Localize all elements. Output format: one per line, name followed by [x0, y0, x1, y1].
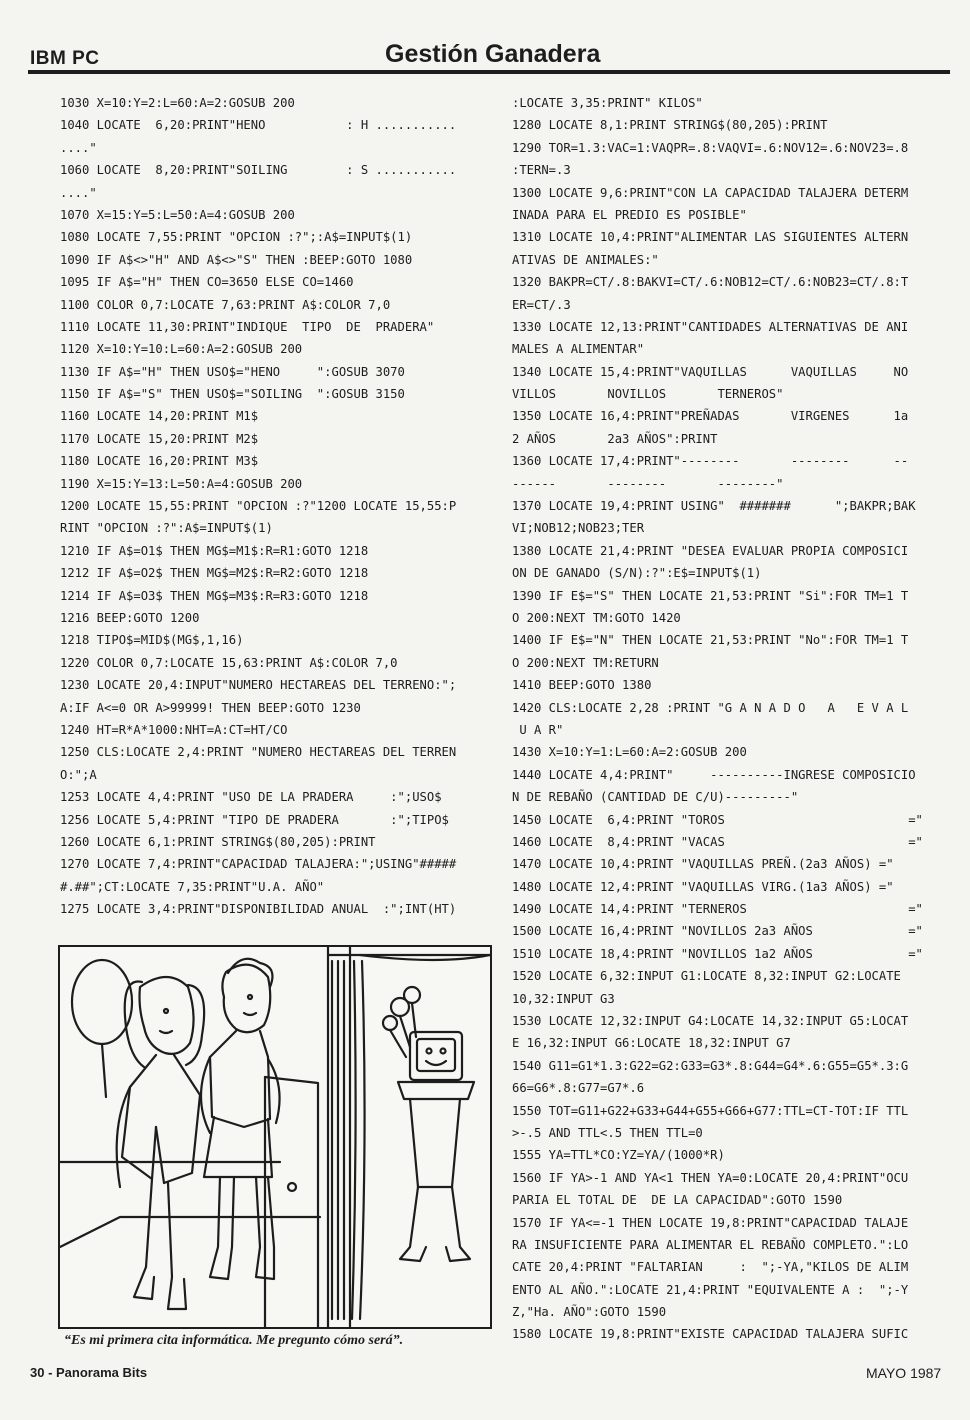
- code-line: 1190 X=15:Y=13:L=50:A=4:GOSUB 200: [60, 476, 303, 491]
- code-line: 1230 LOCATE 20,4:INPUT"NUMERO HECTAREAS DEL TERRENO:";: [60, 678, 457, 693]
- cartoon-drawing: [60, 947, 490, 1327]
- code-line: 1095 IF A$="H" THEN CO=3650 ELSE CO=1460: [60, 275, 354, 290]
- code-line: O 200:NEXT TM:RETURN: [512, 655, 659, 670]
- code-line: :LOCATE 3,35:PRINT" KILOS": [512, 96, 703, 110]
- code-line: E 16,32:INPUT G6:LOCATE 18,32:INPUT G7: [512, 1036, 791, 1051]
- code-line: 1500 LOCATE 16,4:PRINT "NOVILLOS 2a3 AÑOS =": [512, 924, 923, 939]
- code-line: 1540 G11=G1*1.3:G22=G2:G33=G3*.8:G44=G4*.6:G55=G5*.3:G: [512, 1058, 909, 1073]
- code-line: 1400 IF E$="N" THEN LOCATE 21,53:PRINT "No":FOR TM=1 T: [512, 633, 909, 648]
- code-line: 1310 LOCATE 10,4:PRINT"ALIMENTAR LAS SIGUIENTES ALTERN: [512, 230, 909, 245]
- code-line: U A R": [512, 722, 564, 737]
- code-line: 1420 CLS:LOCATE 2,28 :PRINT "G A N A D O A E V A L: [512, 700, 909, 715]
- code-line: 1100 COLOR 0,7:LOCATE 7,63:PRINT A$:COLOR 7,0: [60, 297, 391, 312]
- code-line: A:IF A<=0 OR A>99999! THEN BEEP:GOTO 1230: [60, 700, 361, 715]
- footer-date: MAYO 1987: [866, 1365, 942, 1381]
- footer-page-label: 30 - Panorama Bits: [30, 1365, 148, 1380]
- code-line: 1170 LOCATE 15,20:PRINT M2$: [60, 431, 259, 446]
- code-line: 1520 LOCATE 6,32:INPUT G1:LOCATE 8,32:INPUT G2:LOCATE: [512, 969, 901, 984]
- code-line: 1430 X=10:Y=1:L=60:A=2:GOSUB 200: [512, 745, 747, 760]
- code-line: 1580 LOCATE 19,8:PRINT"EXISTE CAPACIDAD TALAJERA SUFIC: [512, 1327, 909, 1342]
- code-line: 1240 HT=R*A*1000:NHT=A:CT=HT/CO: [60, 722, 288, 737]
- cartoon-illustration: [58, 945, 492, 1329]
- code-line: 1060 LOCATE 8,20:PRINT"SOILING : S ...........: [60, 163, 457, 178]
- code-line: 1218 TIPO$=MID$(MG$,1,16): [60, 633, 244, 648]
- code-line: 1256 LOCATE 5,4:PRINT "TIPO DE PRADERA :";TIPO$: [60, 812, 449, 827]
- code-line: 1220 COLOR 0,7:LOCATE 15,63:PRINT A$:COLOR 7,0: [60, 655, 398, 670]
- code-line: 1460 LOCATE 8,4:PRINT "VACAS =": [512, 834, 923, 849]
- header-rule: [28, 70, 950, 74]
- code-line: ------ -------- --------": [512, 476, 784, 491]
- code-line: 1090 IF A$<>"H" AND A$<>"S" THEN :BEEP:GOTO 1080: [60, 252, 413, 267]
- code-line: ATIVAS DE ANIMALES:": [512, 252, 659, 267]
- code-line: VI;NOB12;NOB23;TER: [512, 521, 645, 536]
- code-line: 1380 LOCATE 21,4:PRINT "DESEA EVALUAR PROPIA COMPOSICI: [512, 543, 909, 558]
- code-line: 1212 IF A$=O2$ THEN MG$=M2$:R=R2:GOTO 1218: [60, 566, 369, 581]
- code-line: Z,"Ha. AÑO":GOTO 1590: [512, 1305, 667, 1320]
- code-line: 1340 LOCATE 15,4:PRINT"VAQUILLAS VAQUILLAS NO: [512, 364, 909, 379]
- code-line: 1320 BAKPR=CT/.8:BAKVI=CT/.6:NOB12=CT/.6:NOB23=CT/.8:T: [512, 275, 909, 290]
- code-line: 1370 LOCATE 19,4:PRINT USING" ####### ";BAKPR;BAK: [512, 499, 916, 514]
- code-line: 66=G6*.8:G77=G7*.6: [512, 1081, 645, 1096]
- code-line: 1450 LOCATE 6,4:PRINT "TOROS =": [512, 812, 923, 827]
- code-line: #.##";CT:LOCATE 7,35:PRINT"U.A. AÑO": [60, 879, 325, 894]
- code-line: 1410 BEEP:GOTO 1380: [512, 678, 652, 693]
- code-line: 1480 LOCATE 12,4:PRINT "VAQUILLAS VIRG.(1a3 AÑOS) =": [512, 879, 894, 894]
- code-line: :TERN=.3: [512, 163, 571, 178]
- code-line: 2 AÑOS 2a3 AÑOS":PRINT: [512, 431, 718, 446]
- code-line: 10,32:INPUT G3: [512, 991, 615, 1006]
- code-line: N DE REBAÑO (CANTIDAD DE C/U)---------": [512, 790, 799, 805]
- code-line: 1275 LOCATE 3,4:PRINT"DISPONIBILIDAD ANUAL :";INT(HT): [60, 902, 457, 917]
- code-line: 1555 YA=TTL*CO:YZ=YA/(1000*R): [512, 1148, 725, 1163]
- code-line: 1030 X=10:Y=2:L=60:A=2:GOSUB 200: [60, 96, 295, 110]
- code-line: 1180 LOCATE 16,20:PRINT M3$: [60, 454, 259, 469]
- code-line: 1290 TOR=1.3:VAC=1:VAQPR=.8:VAQVI=.6:NOV12=.6:NOV23=.8: [512, 140, 909, 155]
- code-line: ....": [60, 140, 97, 155]
- code-line: 1280 LOCATE 8,1:PRINT STRING$(80,205):PRINT: [512, 118, 828, 133]
- code-line: INADA PARA EL PREDIO ES POSIBLE": [512, 207, 747, 222]
- code-line: VILLOS NOVILLOS TERNEROS": [512, 387, 784, 402]
- code-line: 1253 LOCATE 4,4:PRINT "USO DE LA PRADERA :";USO$: [60, 790, 442, 805]
- code-line: 1390 IF E$="S" THEN LOCATE 21,53:PRINT "Si":FOR TM=1 T: [512, 588, 909, 603]
- code-line: 1560 IF YA>-1 AND YA<1 THEN YA=0:LOCATE 20,4:PRINT"OCU: [512, 1170, 909, 1185]
- code-line: ....": [60, 185, 97, 200]
- code-line: ON DE GANADO (S/N):?":E$=INPUT$(1): [512, 566, 762, 581]
- code-line: 1250 CLS:LOCATE 2,4:PRINT "NUMERO HECTAREAS DEL TERREN: [60, 745, 457, 760]
- code-line: ENTO AL AÑO.":LOCATE 21,4:PRINT "EQUIVALENTE A : ";-Y: [512, 1282, 909, 1297]
- code-line: O:";A: [60, 767, 97, 782]
- code-line: 1550 TOT=G11+G22+G33+G44+G55+G66+G77:TTL=CT-TOT:IF TTL: [512, 1103, 909, 1118]
- code-line: PARIA EL TOTAL DE DE LA CAPACIDAD":GOTO 1590: [512, 1193, 843, 1208]
- code-line: 1440 LOCATE 4,4:PRINT" ----------INGRESE COMPOSICIO: [512, 767, 916, 782]
- code-line: 1120 X=10:Y=10:L=60:A=2:GOSUB 200: [60, 342, 303, 357]
- code-line: CATE 20,4:PRINT "FALTARIAN : ";-YA,"KILOS DE ALIM: [512, 1260, 909, 1275]
- code-line: 1070 X=15:Y=5:L=50:A=4:GOSUB 200: [60, 207, 295, 222]
- code-line: MALES A ALIMENTAR": [512, 342, 645, 357]
- code-line: >-.5 AND TTL<.5 THEN TTL=0: [512, 1125, 703, 1140]
- code-line: 1300 LOCATE 9,6:PRINT"CON LA CAPACIDAD TALAJERA DETERM: [512, 185, 909, 200]
- header-brand: IBM PC: [30, 48, 100, 69]
- code-line: 1040 LOCATE 6,20:PRINT"HENO : H ...........: [60, 118, 457, 133]
- code-line: 1570 IF YA<=-1 THEN LOCATE 19,8:PRINT"CAPACIDAD TALAJE: [512, 1215, 909, 1230]
- code-line: RINT "OPCION :?":A$=INPUT$(1): [60, 521, 273, 536]
- code-line: 1080 LOCATE 7,55:PRINT "OPCION :?";:A$=INPUT$(1): [60, 230, 413, 245]
- code-line: 1360 LOCATE 17,4:PRINT"-------- -------- --: [512, 454, 909, 469]
- code-line: O 200:NEXT TM:GOTO 1420: [512, 610, 681, 625]
- code-column-right: [512, 92, 952, 1346]
- code-line: 1150 IF A$="S" THEN USO$="SOILING ":GOSUB 3150: [60, 387, 405, 402]
- code-line: 1330 LOCATE 12,13:PRINT"CANTIDADES ALTERNATIVAS DE ANI: [512, 319, 909, 334]
- cartoon-caption: “Es mi primera cita informática. Me pregunto cómo será”.: [64, 1333, 404, 1348]
- code-line: 1530 LOCATE 12,32:INPUT G4:LOCATE 14,32:INPUT G5:LOCAT: [512, 1014, 909, 1029]
- code-line: 1490 LOCATE 14,4:PRINT "TERNEROS =": [512, 902, 923, 917]
- code-line: 1260 LOCATE 6,1:PRINT STRING$(80,205):PRINT: [60, 834, 376, 849]
- code-line: 1210 IF A$=O1$ THEN MG$=M1$:R=R1:GOTO 1218: [60, 543, 369, 558]
- code-line: 1110 LOCATE 11,30:PRINT"INDIQUE TIPO DE PRADERA": [60, 319, 435, 334]
- code-line: 1200 LOCATE 15,55:PRINT "OPCION :?"1200 LOCATE 15,55:P: [60, 499, 457, 514]
- code-line: 1470 LOCATE 10,4:PRINT "VAQUILLAS PREÑ.(2a3 AÑOS) =": [512, 857, 894, 872]
- code-line: 1270 LOCATE 7,4:PRINT"CAPACIDAD TALAJERA:";USING"#####: [60, 857, 457, 872]
- code-line: RA INSUFICIENTE PARA ALIMENTAR EL REBAÑO COMPLETO.":LO: [512, 1237, 909, 1252]
- code-column-left: [60, 92, 500, 920]
- code-line: ER=CT/.3: [512, 297, 571, 312]
- code-line: 1214 IF A$=O3$ THEN MG$=M3$:R=R3:GOTO 1218: [60, 588, 369, 603]
- code-line: 1160 LOCATE 14,20:PRINT M1$: [60, 409, 259, 424]
- code-line: 1216 BEEP:GOTO 1200: [60, 610, 200, 625]
- code-line: 1350 LOCATE 16,4:PRINT"PREÑADAS VIRGENES 1a: [512, 409, 909, 424]
- page-title: Gestión Ganadera: [385, 40, 601, 68]
- code-line: 1130 IF A$="H" THEN USO$="HENO ":GOSUB 3070: [60, 364, 405, 379]
- code-line: 1510 LOCATE 18,4:PRINT "NOVILLOS 1a2 AÑOS =": [512, 946, 923, 961]
